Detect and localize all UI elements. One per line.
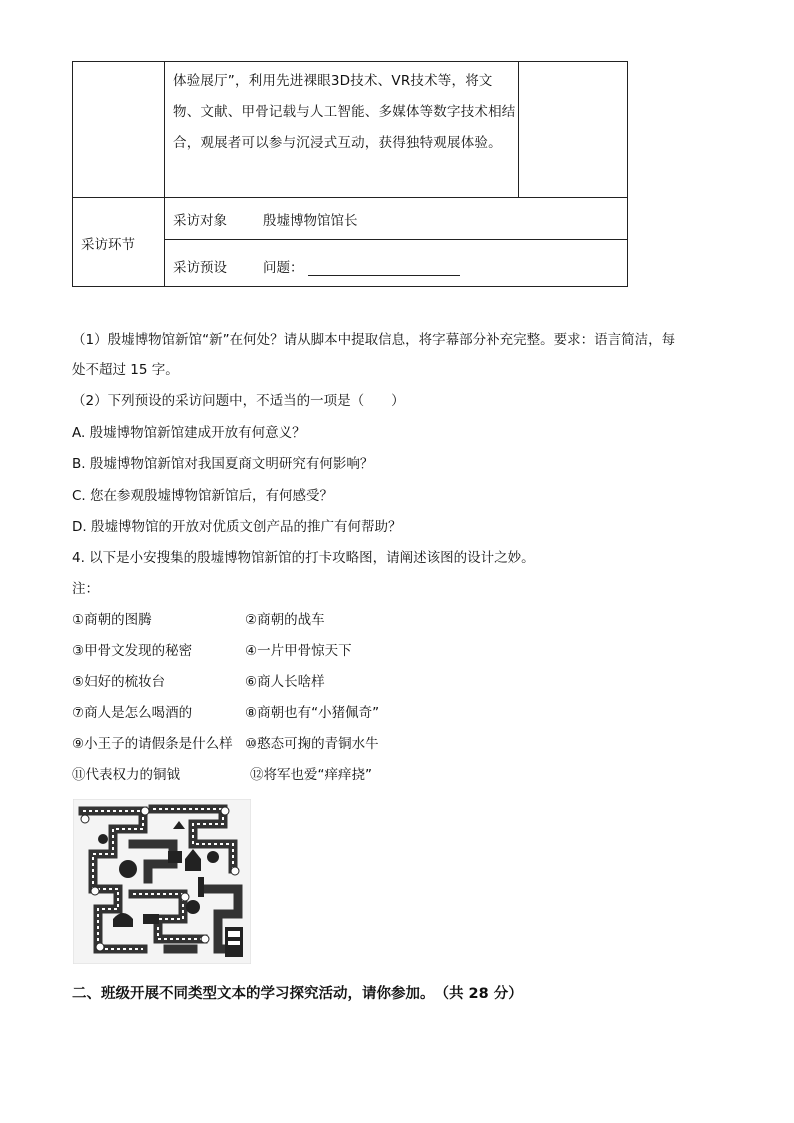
q4-stem: 4. 以下是小安搜集的殷墟博物馆新馆的打卡攻略图，请阐述该图的设计之妙。 xyxy=(72,550,535,566)
exhibit-description: 体验展厅”，利用先进裸眼3D技术、VR技术等，将文物、文献、甲骨记载与人工智能、多媒体等数字技术相结合，观展者可以参与沉浸式互动，获得独特观展体验。 xyxy=(173,73,516,151)
q1-line2: 处不超过 15 字。 xyxy=(72,362,179,378)
interview-preset-label: 采访预设 xyxy=(173,260,227,276)
note-item: ⑪代表权力的铜钺 xyxy=(72,767,180,783)
q1-line1: （1）殷墟博物馆新馆“新”在何处？请从脚本中提取信息，将字幕部分补充完整。要求：语言简洁，每 xyxy=(72,332,676,348)
note-item: ④一片甲骨惊天下 xyxy=(245,643,352,659)
q2-option-d: D. 殷墟博物馆的开放对优质文创产品的推广有何帮助？ xyxy=(72,519,402,535)
note-item: ⑫将军也爱“痒痒挠” xyxy=(250,767,372,783)
section-2-title: 二、班级开展不同类型文本的学习探究活动，请你参加。 （共 28 分） xyxy=(72,986,523,1002)
q2-option-b: B. 殷墟博物馆新馆对我国夏商文明研究有何影响？ xyxy=(72,456,374,472)
interview-target-value: 殷墟博物馆馆长 xyxy=(263,213,358,229)
note-item: ⑧商朝也有“小猪佩奇” xyxy=(245,705,380,721)
q2-option-c: C. 您在参观殷墟博物馆新馆后，有何感受？ xyxy=(72,488,334,504)
note-item: ⑤妇好的梳妆台 xyxy=(72,674,166,690)
interview-section-label: 采访环节 xyxy=(81,237,135,253)
table-divider xyxy=(164,62,165,286)
note-item: ⑨小王子的请假条是什么样 xyxy=(72,736,233,752)
q4-note-label: 注： xyxy=(72,581,99,597)
note-item: ⑩憨态可掬的青铜水牛 xyxy=(245,736,379,752)
interview-preset-value xyxy=(263,256,460,276)
note-item: ①商朝的图腾 xyxy=(72,612,152,628)
table-divider xyxy=(164,239,627,240)
interview-table xyxy=(72,61,628,287)
note-item: ③甲骨文发现的秘密 xyxy=(72,643,193,659)
answer-blank[interactable] xyxy=(308,261,460,276)
q2-option-a: A. 殷墟博物馆新馆建成开放有何意义？ xyxy=(72,425,306,441)
table-divider xyxy=(73,197,627,198)
note-item: ⑥商人长啥样 xyxy=(245,674,325,690)
q2-stem: （2）下列预设的采访问题中，不适当的一项是（ ） xyxy=(72,393,405,409)
note-item: ②商朝的战车 xyxy=(245,612,325,628)
interview-target-label: 采访对象 xyxy=(173,213,227,229)
museum-checkin-map-image xyxy=(73,799,251,964)
question-prefix: 问题： xyxy=(263,260,304,276)
note-item: ⑦商人是怎么喝酒的 xyxy=(72,705,193,721)
